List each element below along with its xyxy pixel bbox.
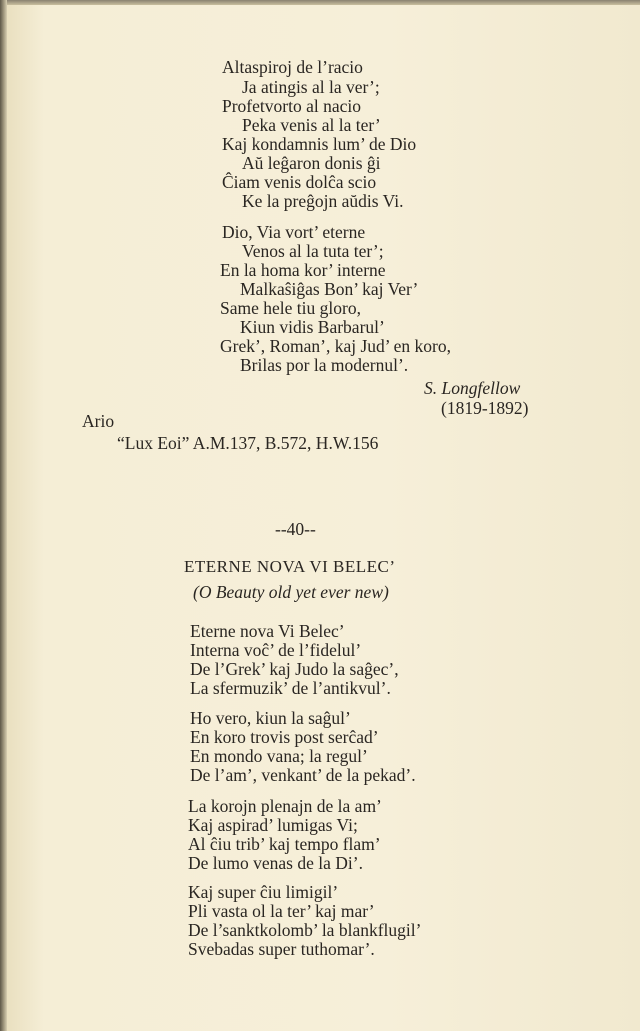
page-binding-edge <box>0 0 7 1031</box>
poem2-stanza4-line: Pli vasta ol la ter’ kaj mar’ <box>188 901 375 921</box>
poem1-author: S. Longfellow <box>424 378 521 398</box>
poem1-stanza1-line: Aŭ leĝaron donis ĝi <box>242 153 381 173</box>
poem1-stanza2-line: En la homa kor’ interne <box>220 260 386 280</box>
poem2-stanza3-line: Al ĉiu trib’ kaj tempo flam’ <box>188 834 381 854</box>
poem2-stanza4-line: Kaj super ĉiu limigil’ <box>188 882 339 902</box>
poem2-stanza2-line: En koro trovis post serĉad’ <box>190 727 379 747</box>
poem2-stanza1-line: La sfermuzik’ de l’antikvul’. <box>190 678 391 698</box>
poem2-stanza4-line: De l’sanktkolomb’ la blankflugil’ <box>188 920 422 940</box>
poem2-stanza3-line: La korojn plenajn de la am’ <box>188 796 382 816</box>
poem1-stanza2-line: Grek’, Roman’, kaj Jud’ en koro, <box>220 336 452 356</box>
poem1-stanza2-line: Same hele tiu gloro, <box>220 298 361 318</box>
poem1-stanza2-line: Kiun vidis Barbarul’ <box>240 317 385 337</box>
poem1-stanza1-line: Altaspiroj de l’racio <box>222 57 363 77</box>
poem2-stanza1-line: Eterne nova Vi Belec’ <box>190 621 345 641</box>
poem2-stanza3-line: De lumo venas de la Di’. <box>188 853 363 873</box>
poem1-stanza1-line: Ĉiam venis dolĉa scio <box>222 172 377 192</box>
poem2-stanza4-line: Svebadas super tuthomar’. <box>188 939 375 959</box>
poem1-stanza1-line: Peka venis al la ter’ <box>242 115 381 135</box>
poem1-stanza2-line: Malkaŝiĝas Bon’ kaj Ver’ <box>240 279 419 299</box>
page-top-edge <box>0 0 640 5</box>
poem1-stanza1-line: Profetvorto al nacio <box>222 96 361 116</box>
poem2-title: ETERNE NOVA VI BELEC’ <box>184 557 396 576</box>
tune-references: “Lux Eoi” A.M.137, B.572, H.W.156 <box>117 433 379 453</box>
poem2-stanza3-line: Kaj aspirad’ lumigas Vi; <box>188 815 358 835</box>
poem2-stanza1-line: Interna voĉ’ de l’fidelul’ <box>190 640 362 660</box>
poem1-stanza1-line: Ja atingis al la ver’; <box>242 77 380 97</box>
page-number: --40-- <box>275 519 316 539</box>
poem1-stanza1-line: Kaj kondamnis lum’ de Dio <box>222 134 417 154</box>
poem1-stanza2-line: Venos al la tuta ter’; <box>242 241 384 261</box>
poem2-stanza2-line: En mondo vana; la regul’ <box>190 746 368 766</box>
poem2-subtitle: (O Beauty old yet ever new) <box>193 582 389 602</box>
poem2-stanza2-line: Ho vero, kiun la saĝul’ <box>190 708 351 728</box>
tune-label: Ario <box>82 411 115 431</box>
poem1-stanza2-line: Brilas por la modernul’. <box>240 355 409 375</box>
poem2-stanza1-line: De l’Grek’ kaj Judo la saĝec’, <box>190 659 399 679</box>
poem1-author-years: (1819-1892) <box>441 398 529 418</box>
poem1-stanza1-line: Ke la preĝojn aŭdis Vi. <box>242 191 404 211</box>
poem2-stanza2-line: De l’am’, venkant’ de la pekad’. <box>190 765 416 785</box>
poem1-stanza2-line: Dio, Via vort’ eterne <box>222 222 366 242</box>
